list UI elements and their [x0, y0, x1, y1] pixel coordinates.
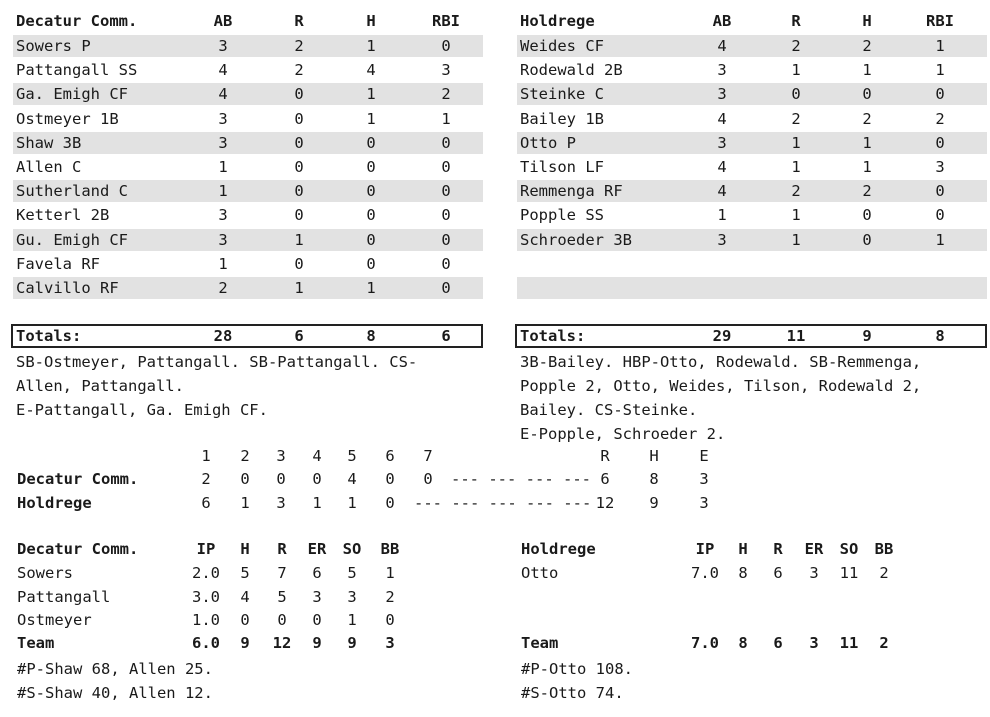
- pitcher-name: Otto: [521, 564, 559, 582]
- inning-score: 1: [312, 494, 322, 512]
- player-name: Pattangall SS: [16, 61, 138, 80]
- stat-ab: 4: [218, 61, 228, 80]
- stat-h: 1: [366, 37, 376, 55]
- linescore-team: Holdrege: [17, 494, 92, 512]
- pitching-column-so: SO: [342, 540, 362, 558]
- game-note: Popple 2, Otto, Weides, Tilson, Rodewald 2,: [520, 377, 922, 395]
- pitching-team-header: Decatur Comm.: [17, 540, 139, 558]
- stat-rbi: 0: [441, 206, 451, 225]
- total-errors: 3: [699, 470, 709, 488]
- stat-h: 2: [862, 109, 872, 128]
- pitching-column-ip: IP: [695, 540, 715, 558]
- stat-r: 2: [294, 61, 304, 80]
- pitching-team-ip: 6.0: [192, 634, 220, 652]
- column-header-h: H: [862, 12, 872, 30]
- pitch-count-note: #P-Otto 108.: [521, 660, 633, 678]
- stat-rbi: 1: [935, 61, 945, 80]
- pitching-team-ip: 7.0: [691, 634, 719, 652]
- stat-h: 0: [366, 182, 376, 201]
- stat-r: 1: [791, 61, 801, 80]
- pitching-team-total-label: Team: [17, 634, 55, 652]
- pitching-stat-bb: 2: [879, 564, 889, 582]
- pitching-team-h: 9: [240, 634, 250, 652]
- pitching-stat-bb: 0: [385, 611, 395, 629]
- player-name: Allen C: [16, 158, 82, 176]
- pitching-column-r: R: [277, 540, 287, 558]
- stat-h: 0: [366, 133, 376, 152]
- stat-ab: 3: [218, 230, 228, 249]
- pitching-stat-so: 1: [347, 611, 357, 629]
- pitching-column-r: R: [773, 540, 783, 558]
- totals-label: Totals:: [16, 327, 82, 345]
- inning-score: 0: [240, 470, 250, 488]
- total-runs: 12: [595, 494, 615, 512]
- pitching-team-h: 8: [738, 634, 748, 652]
- column-header-r: R: [791, 12, 801, 30]
- stat-ab: 3: [717, 230, 727, 249]
- pitching-stat-ip: 1.0: [192, 611, 220, 629]
- pitching-stat-so: 5: [347, 564, 357, 582]
- stat-ab: 1: [218, 254, 228, 273]
- column-header-h: H: [366, 12, 376, 30]
- stat-r: 1: [791, 133, 801, 152]
- player-name: Steinke C: [520, 85, 604, 104]
- stat-ab: 3: [717, 85, 727, 104]
- pitching-team-total-label: Team: [521, 634, 559, 652]
- totals-label: Totals:: [520, 327, 586, 345]
- stat-h: 0: [366, 230, 376, 249]
- column-header-ab: AB: [213, 12, 233, 30]
- game-note: 3B-Bailey. HBP-Otto, Rodewald. SB-Remmenga,: [520, 353, 922, 371]
- stat-h: 0: [862, 230, 872, 249]
- total-hits: 9: [649, 494, 659, 512]
- player-name: Gu. Emigh CF: [16, 230, 128, 249]
- stat-r: 0: [294, 158, 304, 176]
- stat-ab: 3: [218, 109, 228, 128]
- total-runs: 6: [600, 470, 610, 488]
- stat-rbi: 0: [441, 133, 451, 152]
- inning-score: 1: [347, 494, 357, 512]
- row-band: [517, 277, 987, 299]
- stat-ab: 4: [218, 85, 228, 104]
- inning-score: 0: [423, 470, 433, 488]
- stat-rbi: 0: [441, 158, 451, 176]
- stat-rbi: 0: [441, 37, 451, 55]
- stat-rbi: 0: [441, 230, 451, 249]
- total-errors: 3: [699, 494, 709, 512]
- stat-ab: 1: [717, 206, 727, 225]
- totals-r: 6: [294, 327, 304, 345]
- player-name: Remmenga RF: [520, 182, 623, 201]
- pitching-column-h: H: [738, 540, 748, 558]
- stat-ab: 4: [717, 109, 727, 128]
- totals-r: 11: [786, 327, 806, 345]
- pitch-count-note: #S-Shaw 40, Allen 12.: [17, 684, 213, 702]
- team-header: Holdrege: [520, 12, 595, 30]
- stat-rbi: 2: [441, 85, 451, 104]
- pitching-column-so: SO: [839, 540, 859, 558]
- stat-rbi: 0: [935, 85, 945, 104]
- player-name: Calvillo RF: [16, 279, 119, 297]
- stat-h: 1: [366, 279, 376, 297]
- column-header-rbi: RBI: [432, 12, 460, 30]
- pitching-team-er: 3: [809, 634, 819, 652]
- pitcher-name: Sowers: [17, 564, 73, 582]
- pitching-team-bb: 2: [879, 634, 889, 652]
- stat-ab: 3: [218, 133, 228, 152]
- pitching-team-bb: 3: [385, 634, 395, 652]
- player-name: Shaw 3B: [16, 133, 82, 152]
- stat-r: 2: [294, 37, 304, 55]
- stat-r: 1: [294, 230, 304, 249]
- inning-number: 4: [312, 447, 322, 465]
- pitching-stat-ip: 2.0: [192, 564, 220, 582]
- rhe-label: E: [699, 447, 709, 465]
- player-name: Ostmeyer 1B: [16, 109, 119, 128]
- pitching-column-bb: BB: [380, 540, 400, 558]
- stat-ab: 4: [717, 158, 727, 176]
- stat-h: 1: [366, 85, 376, 104]
- pitching-column-er: ER: [804, 540, 824, 558]
- stat-rbi: 0: [441, 279, 451, 297]
- stat-rbi: 0: [935, 182, 945, 201]
- linescore-filler: --- --- --- ---: [451, 470, 591, 488]
- player-name: Popple SS: [520, 206, 604, 225]
- inning-score: 6: [201, 494, 211, 512]
- stat-rbi: 0: [441, 254, 451, 273]
- player-name: Favela RF: [16, 254, 100, 273]
- totals-h: 9: [862, 327, 872, 345]
- pitcher-name: Pattangall: [17, 587, 111, 606]
- stat-rbi: 1: [935, 37, 945, 55]
- totals-h: 8: [366, 327, 376, 345]
- stat-rbi: 2: [935, 109, 945, 128]
- pitching-stat-r: 0: [277, 611, 287, 629]
- pitching-stat-h: 4: [240, 587, 250, 606]
- column-header-ab: AB: [712, 12, 732, 30]
- stat-ab: 3: [717, 133, 727, 152]
- player-name: Otto P: [520, 133, 576, 152]
- stat-ab: 3: [717, 61, 727, 80]
- inning-score: 4: [347, 470, 357, 488]
- pitching-stat-bb: 1: [385, 564, 395, 582]
- player-name: Sutherland C: [16, 182, 128, 201]
- pitching-team-r: 12: [272, 634, 292, 652]
- game-note: Allen, Pattangall.: [16, 377, 184, 395]
- rhe-label: H: [649, 447, 659, 465]
- stat-h: 0: [862, 85, 872, 104]
- stat-rbi: 1: [441, 109, 451, 128]
- column-header-r: R: [294, 12, 304, 30]
- pitching-stat-er: 0: [312, 611, 322, 629]
- pitching-team-header: Holdrege: [521, 540, 596, 558]
- pitching-column-er: ER: [307, 540, 327, 558]
- inning-number: 7: [423, 447, 433, 465]
- stat-ab: 2: [218, 279, 228, 297]
- rhe-label: R: [600, 447, 610, 465]
- stat-h: 1: [862, 133, 872, 152]
- pitching-stat-er: 6: [312, 564, 322, 582]
- player-name: Weides CF: [520, 37, 604, 55]
- total-hits: 8: [649, 470, 659, 488]
- stat-r: 0: [294, 133, 304, 152]
- stat-r: 2: [791, 182, 801, 201]
- pitching-stat-so: 11: [839, 564, 859, 582]
- pitcher-name: Ostmeyer: [17, 611, 92, 629]
- stat-h: 0: [862, 206, 872, 225]
- stat-rbi: 0: [935, 133, 945, 152]
- stat-ab: 3: [218, 37, 228, 55]
- inning-number: 5: [347, 447, 357, 465]
- game-note: E-Pattangall, Ga. Emigh CF.: [16, 401, 268, 419]
- player-name: Tilson LF: [520, 158, 604, 176]
- stat-r: 0: [294, 254, 304, 273]
- stat-r: 1: [294, 279, 304, 297]
- pitch-count-note: #P-Shaw 68, Allen 25.: [17, 660, 213, 678]
- pitching-column-h: H: [240, 540, 250, 558]
- linescore-team: Decatur Comm.: [17, 470, 139, 488]
- stat-r: 0: [294, 85, 304, 104]
- pitching-stat-er: 3: [312, 587, 322, 606]
- stat-h: 0: [366, 254, 376, 273]
- player-name: Bailey 1B: [520, 109, 604, 128]
- stat-ab: 4: [717, 182, 727, 201]
- stat-h: 0: [366, 158, 376, 176]
- stat-r: 2: [791, 109, 801, 128]
- pitching-stat-h: 5: [240, 564, 250, 582]
- stat-r: 0: [294, 109, 304, 128]
- inning-score: 0: [385, 494, 395, 512]
- stat-r: 1: [791, 206, 801, 225]
- stat-r: 0: [791, 85, 801, 104]
- player-name: Ga. Emigh CF: [16, 85, 128, 104]
- player-name: Schroeder 3B: [520, 230, 632, 249]
- pitching-stat-r: 5: [277, 587, 287, 606]
- pitching-stat-er: 3: [809, 564, 819, 582]
- stat-r: 1: [791, 158, 801, 176]
- inning-number: 2: [240, 447, 250, 465]
- stat-rbi: 0: [935, 206, 945, 225]
- pitching-column-bb: BB: [874, 540, 894, 558]
- stat-rbi: 3: [441, 61, 451, 80]
- inning-number: 3: [276, 447, 286, 465]
- linescore-filler: --- --- --- --- ---: [414, 494, 592, 512]
- pitching-team-r: 6: [773, 634, 783, 652]
- inning-score: 2: [201, 470, 211, 488]
- game-note: E-Popple, Schroeder 2.: [520, 425, 726, 443]
- pitching-stat-h: 0: [240, 611, 250, 629]
- totals-ab: 29: [712, 327, 732, 345]
- totals-rbi: 6: [441, 327, 451, 345]
- pitching-stat-ip: 7.0: [691, 564, 719, 582]
- stat-r: 1: [791, 230, 801, 249]
- stat-h: 2: [862, 182, 872, 201]
- pitching-stat-r: 7: [277, 564, 287, 582]
- inning-score: 3: [276, 494, 286, 512]
- pitching-team-so: 11: [839, 634, 859, 652]
- stat-h: 2: [862, 37, 872, 55]
- game-note: SB-Ostmeyer, Pattangall. SB-Pattangall. CS-: [16, 353, 418, 371]
- pitching-team-so: 9: [347, 634, 357, 652]
- player-name: Ketterl 2B: [16, 206, 110, 225]
- stat-rbi: 0: [441, 182, 451, 201]
- inning-score: 1: [240, 494, 250, 512]
- stat-rbi: 3: [935, 158, 945, 176]
- inning-score: 0: [312, 470, 322, 488]
- stat-r: 0: [294, 182, 304, 201]
- totals-rbi: 8: [935, 327, 945, 345]
- stat-h: 1: [862, 158, 872, 176]
- stat-h: 1: [366, 109, 376, 128]
- stat-ab: 1: [218, 158, 228, 176]
- game-note: Bailey. CS-Steinke.: [520, 401, 698, 419]
- pitching-stat-bb: 2: [385, 587, 395, 606]
- stat-ab: 4: [717, 37, 727, 55]
- pitching-stat-h: 8: [738, 564, 748, 582]
- stat-r: 2: [791, 37, 801, 55]
- team-header: Decatur Comm.: [16, 12, 138, 30]
- stat-ab: 3: [218, 206, 228, 225]
- column-header-rbi: RBI: [926, 12, 954, 30]
- pitching-team-er: 9: [312, 634, 322, 652]
- pitching-column-ip: IP: [196, 540, 216, 558]
- player-name: Rodewald 2B: [520, 61, 623, 80]
- inning-score: 0: [385, 470, 395, 488]
- inning-number: 6: [385, 447, 395, 465]
- totals-ab: 28: [213, 327, 233, 345]
- stat-ab: 1: [218, 182, 228, 201]
- stat-rbi: 1: [935, 230, 945, 249]
- stat-h: 1: [862, 61, 872, 80]
- pitching-stat-so: 3: [347, 587, 357, 606]
- pitching-stat-r: 6: [773, 564, 783, 582]
- inning-score: 0: [276, 470, 286, 488]
- row-band: [13, 132, 483, 154]
- player-name: Sowers P: [16, 37, 91, 55]
- pitching-stat-ip: 3.0: [192, 587, 220, 606]
- stat-r: 0: [294, 206, 304, 225]
- stat-h: 0: [366, 206, 376, 225]
- inning-number: 1: [201, 447, 211, 465]
- pitch-count-note: #S-Otto 74.: [521, 684, 624, 702]
- stat-h: 4: [366, 61, 376, 80]
